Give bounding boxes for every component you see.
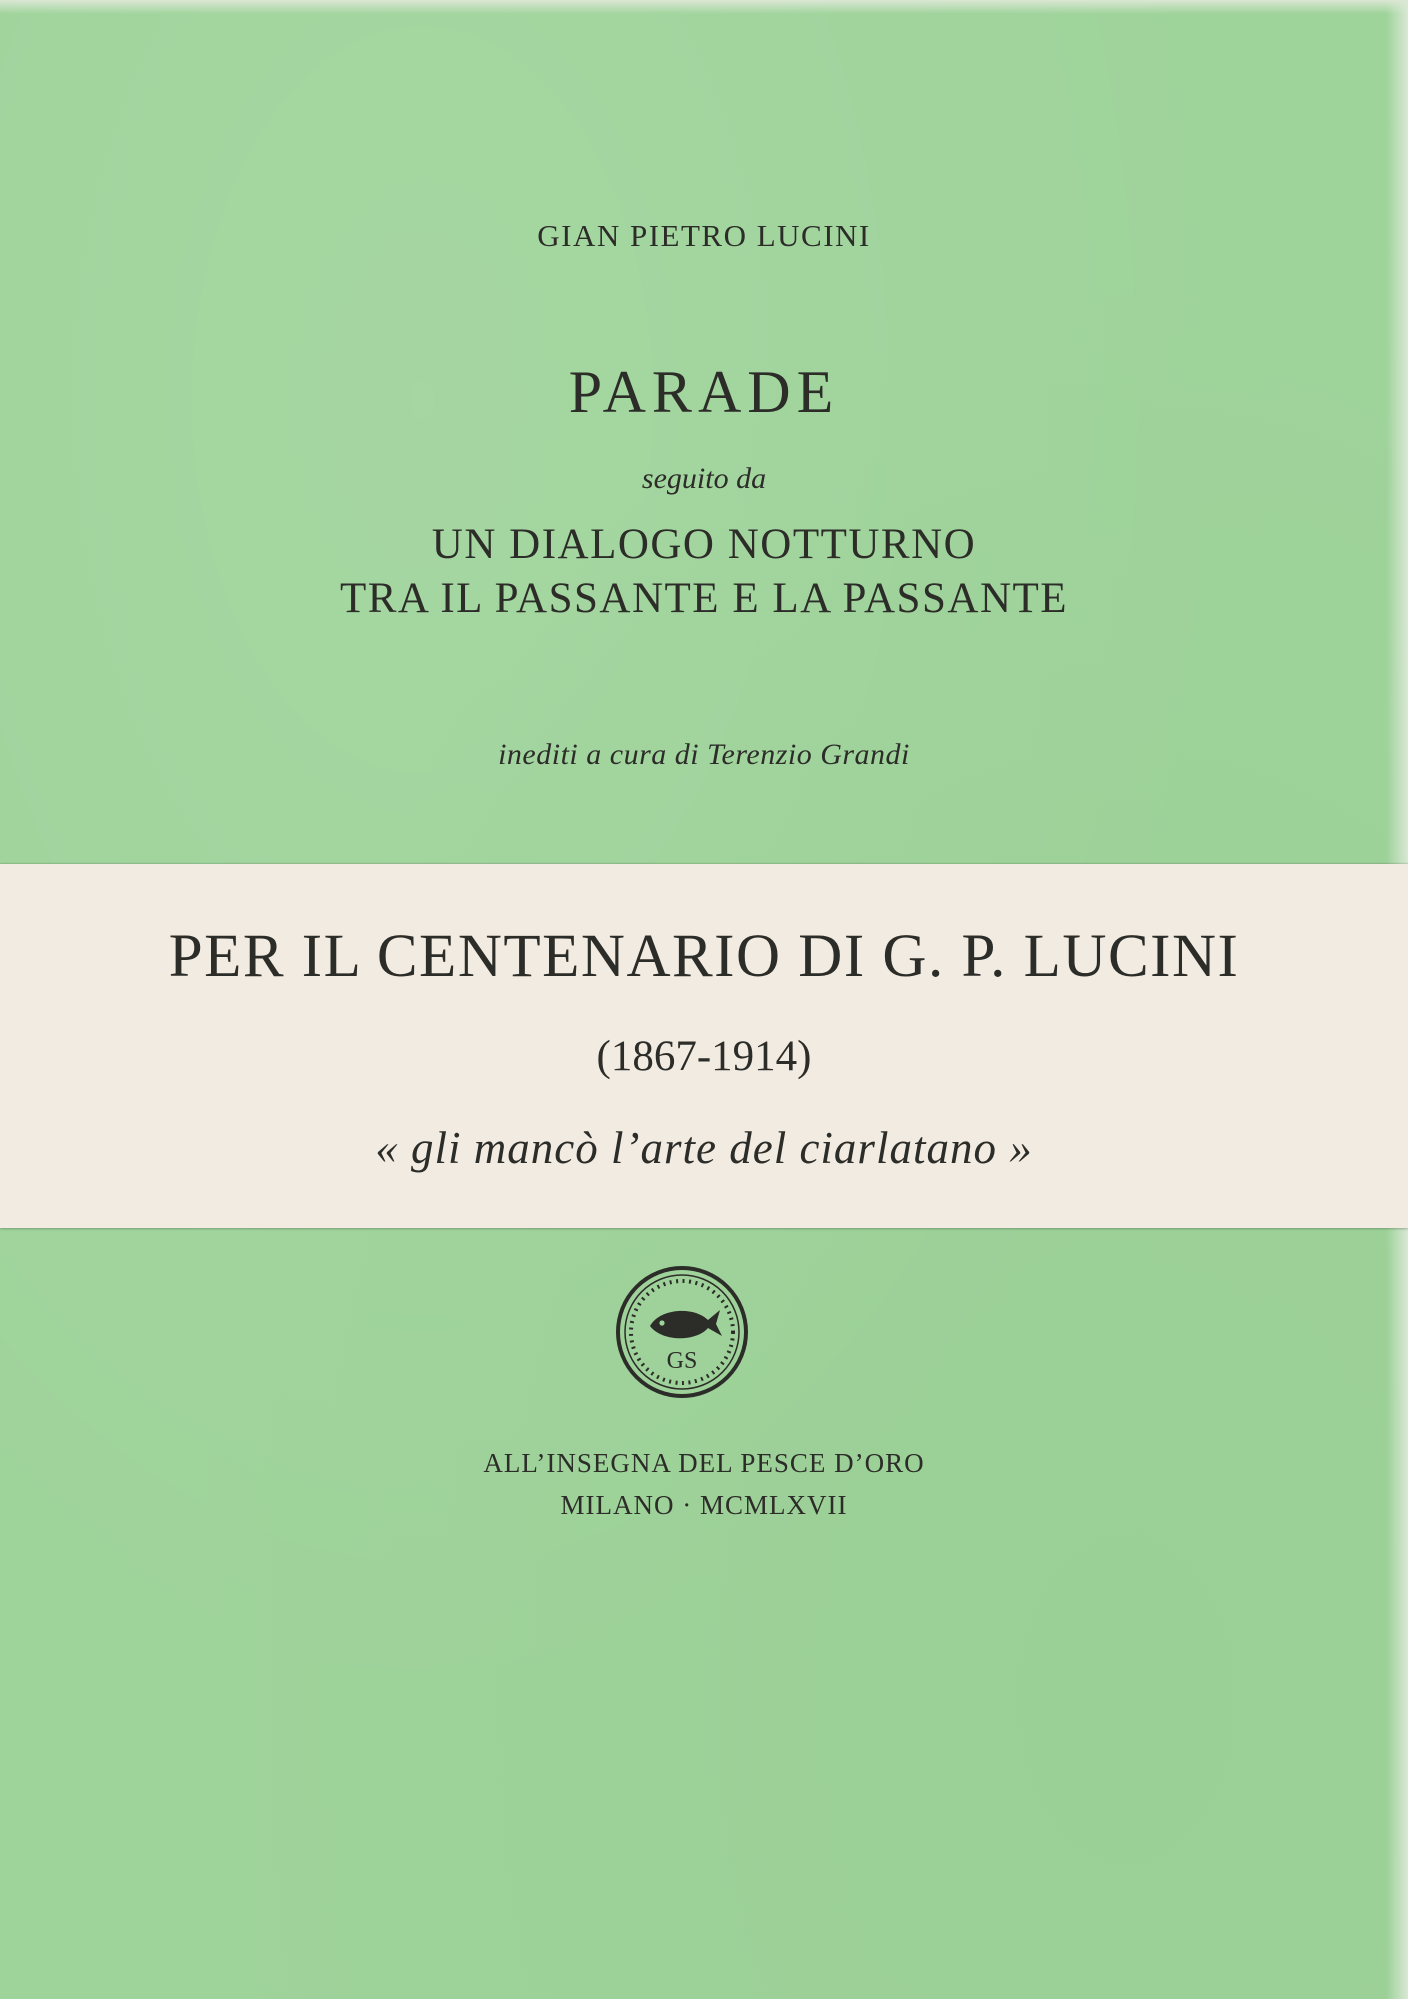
centenary-heading: PER IL CENTENARIO DI G. P. LUCINI <box>168 923 1240 990</box>
centenary-quote: « gli mancò l’arte del ciarlatano » <box>375 1123 1033 1173</box>
cover-edge-top <box>0 0 1408 14</box>
fish-seal-icon <box>612 1262 752 1402</box>
centenary-dates: (1867-1914) <box>596 1033 812 1080</box>
publisher-name: ALL’INSEGNA DEL PESCE D’ORO <box>483 1448 925 1478</box>
curator-note: inediti a cura di Terenzio Grandi <box>498 738 910 771</box>
seguito-label: seguito da <box>641 462 767 495</box>
seal-letters: GS <box>666 1348 698 1374</box>
subtitle-line-2: TRA IL PASSANTE E LA PASSANTE <box>339 575 1069 622</box>
author-name: GIAN PIETRO LUCINI <box>537 218 871 253</box>
subtitle-line-1: UN DIALOGO NOTTURNO <box>431 521 977 568</box>
book-title: PARADE <box>568 359 840 425</box>
place-and-year: MILANO · MCMLXVII <box>560 1490 848 1520</box>
